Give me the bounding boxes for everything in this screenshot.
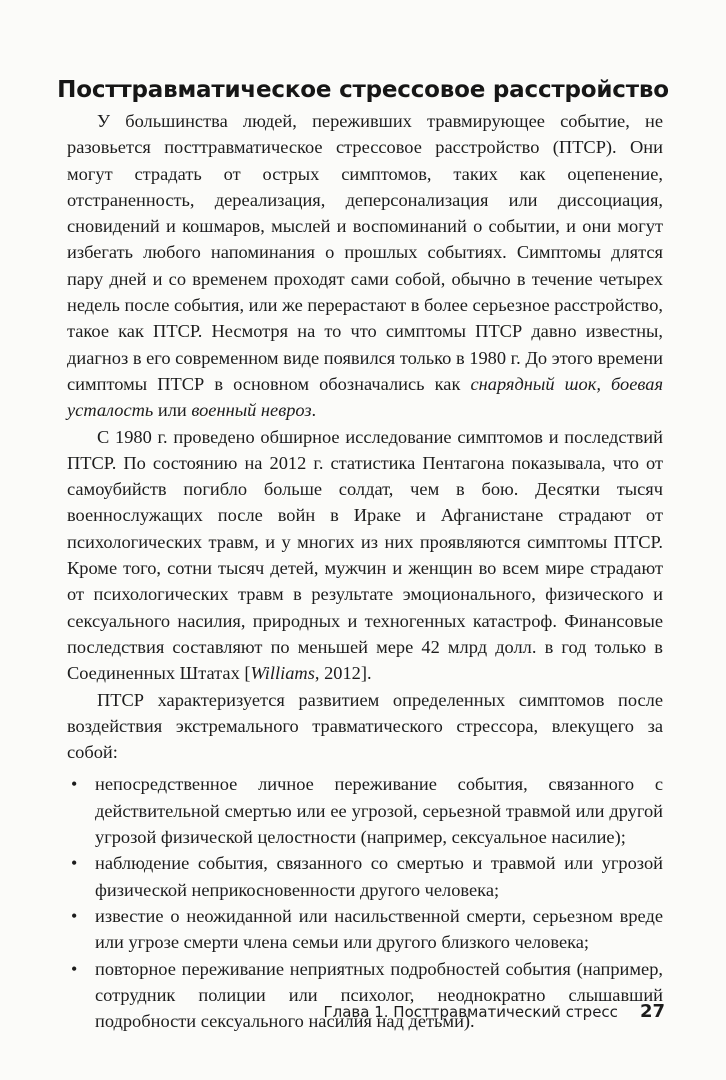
list-item [67, 956, 663, 1035]
paragraph-1-text-b: или [153, 400, 192, 421]
list-item-text: известие о неожиданной или насильственной смерти, серьезном вреде или угрозе смерти члена семьи или другого близкого человека; [95, 905, 663, 953]
citation-author: Williams [250, 663, 315, 684]
paragraph-2-text-b: , 2012]. [314, 663, 372, 684]
paragraph-2-text-a: С 1980 г. проведено обширное исследование симптомов и последствий ПТСР. По состоянию на 2012 г. статистика Пентагона показывала, что от самоубийств погибло больше солдат, чем в бою. Десятки тысяч военнослужащих после войн в Ираке и Афганистане страдают от психологических травм, и у многих из них проявляются симптомы ПТСР. Кроме того, сотни тысяч детей, мужчин и женщин во всем мире страдают от психологических травм в результате эмоционального, физического и сексуального насилия, природных и техногенных катастроф. Финансовые последствия составляют по меньшей мере 42 млрд долл. в год только в Соединенных Штатах [ [67, 426, 663, 684]
list-item-text: непосредственное личное переживание события, связанного с действительной смертью или ее угрозой, серьезной травмой или другой угрозой физической целостности (например, сексуальное насилие); [95, 774, 663, 848]
body-text [67, 108, 663, 1034]
paragraph-1-text-a: У большинства людей, переживших травмирующее событие, не разовьется посттравматическое стрессовое расстройство (ПТСР). Они могут страдать от острых симптомов, таких как оцепенение, отстраненность, дереализация, деперсонализация или диссоциация, сновидений и кошмаров, мыслей и воспоминаний о событии, и они могут избегать любого напоминания о прошлых событиях. Симптомы длятся пару дней и со временем проходят сами собой, обычно в течение четырех недель после события, или же перерастают в более серьезное расстройство, такое как ПТСР. Несмотря на то что симптомы ПТСР давно известны, диагноз в его современном виде появился только в 1980 г. До этого времени симптомы ПТСР в основном обозначались как [67, 111, 663, 394]
paragraph-3: ПТСР характеризуется развитием определенных симптомов после воздействия экстремального травматического стрессора, влекущего за собой: [67, 689, 663, 763]
paragraph-1-italic-b: военный невроз [191, 400, 312, 421]
page-footer [324, 1001, 666, 1022]
bullet-icon: • [71, 905, 78, 926]
section-title: Посттравматическое стрессовое расстройство [57, 77, 669, 104]
bullet-list [67, 771, 663, 1034]
list-item-text: наблюдение события, связанного со смертью и травмой или угрозой физической неприкосновенности другого человека; [95, 853, 663, 900]
paragraph-1-text-c: . [311, 400, 317, 421]
bullet-icon: • [71, 958, 78, 979]
paragraph-1-italic-a: снарядный шок, боевая усталость [67, 373, 663, 421]
list-item [67, 850, 663, 903]
bullet-icon: • [71, 853, 78, 874]
running-footer-chapter: Глава 1. Посттравматический стресс [323, 1003, 618, 1021]
list-item [67, 903, 663, 956]
bullet-icon: • [71, 774, 78, 795]
list-item [67, 771, 663, 850]
page-number: 27 [639, 1001, 665, 1022]
paragraph-1 [67, 108, 663, 424]
list-item-text: повторное переживание неприятных подробностей события (например, сотрудник полиции или психолог, неоднократно слышавший подробности сексуального насилия над детьми). [95, 958, 663, 1032]
paragraph-2 [67, 424, 663, 687]
